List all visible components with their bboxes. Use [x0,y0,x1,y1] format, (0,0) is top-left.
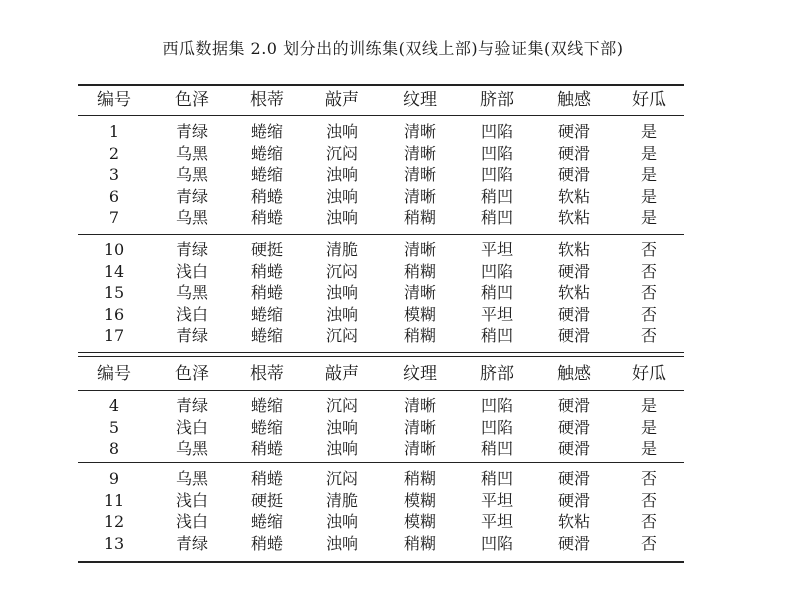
table-cell: 8 [108,439,120,458]
table-cell: 硬滑 [557,261,590,281]
table-row [78,164,684,185]
table-cell: 稍凹 [480,208,513,227]
table-row [78,186,684,207]
table-cell: 13 [103,533,125,553]
table-cell: 稍凹 [480,283,513,302]
table-cell: 浅白 [175,512,208,531]
table-cell: 是 [640,417,657,437]
table-cell: 沉闷 [325,469,358,488]
table-cell: 稍蜷 [250,186,283,206]
table-cell: 稍蜷 [250,261,283,281]
header-cell: 纹理 [403,364,437,384]
table-cell: 是 [640,439,657,458]
table-cell: 硬滑 [557,533,590,553]
header-cell: 根蒂 [250,364,284,384]
table-cell: 平坦 [480,512,513,531]
train-header-row [78,90,684,111]
table-cell: 是 [640,396,657,415]
double-rule-top [78,352,684,353]
table-cell: 清晰 [403,396,436,415]
table-cell: 稍蜷 [250,469,283,488]
table-cell: 浊响 [325,439,358,458]
table-cell: 17 [103,326,125,345]
table-cell: 12 [103,512,125,531]
table-cell: 硬挺 [250,240,283,259]
table-cell: 软粘 [557,512,590,531]
table-cell: 清晰 [403,240,436,259]
table-row [78,121,684,142]
table-cell: 是 [640,143,657,163]
table-cell: 软粘 [557,283,590,302]
table-cell: 乌黑 [175,165,208,184]
table-cell: 浊响 [325,417,358,437]
table-cell: 平坦 [480,240,513,259]
table-cell: 浅白 [175,490,208,510]
table-cell: 否 [640,326,657,345]
table-cell: 11 [103,490,125,510]
table-cell: 凹陷 [480,122,513,141]
table-cell: 浅白 [175,304,208,324]
header-cell: 脐部 [480,364,514,384]
table-row [78,438,684,459]
table-row [78,143,684,164]
double-rule-bottom [78,356,684,357]
table-cell: 模糊 [403,512,436,531]
table-cell: 沉闷 [325,396,358,415]
table-row [78,239,684,260]
table-cell: 15 [103,283,125,302]
table-cell: 稍凹 [480,186,513,206]
table-cell: 硬滑 [557,143,590,163]
table-cell: 沉闷 [325,261,358,281]
table-cell: 清脆 [325,490,358,510]
table-cell: 清晰 [403,439,436,458]
table-cell: 清晰 [403,165,436,184]
header-cell: 色泽 [175,364,209,384]
table-cell: 乌黑 [175,283,208,302]
header-cell: 编号 [97,90,131,110]
table-cell: 硬滑 [557,304,590,324]
table-cell: 凹陷 [480,396,513,415]
table-cell: 1 [108,122,120,141]
table-cell: 硬滑 [557,396,590,415]
table-cell: 蜷缩 [250,326,283,345]
table-cell: 7 [108,208,120,227]
header-cell: 编号 [97,364,131,384]
table-cell: 硬滑 [557,490,590,510]
table-cell: 凹陷 [480,165,513,184]
table-cell: 蜷缩 [250,417,283,437]
table-cell: 14 [103,261,125,281]
table-cell: 清晰 [403,143,436,163]
table-cell: 清晰 [403,417,436,437]
table-cell: 平坦 [480,490,513,510]
table-cell: 乌黑 [175,208,208,227]
table-cell: 稍糊 [403,326,436,345]
table-cell: 硬滑 [557,326,590,345]
table-cell: 软粘 [557,208,590,227]
table-cell: 3 [108,165,120,184]
table-cell: 10 [103,240,125,259]
table-row [78,468,684,489]
table-cell: 稍蜷 [250,533,283,553]
table-cell: 青绿 [175,122,208,141]
table-cell: 否 [640,261,657,281]
table-cell: 蜷缩 [250,122,283,141]
table-cell: 蜷缩 [250,396,283,415]
table-cell: 浊响 [325,533,358,553]
table-cell: 是 [640,122,657,141]
table-cell: 稍糊 [403,261,436,281]
val-header-rule [78,390,684,391]
table-cell: 硬挺 [250,490,283,510]
table-cell: 清脆 [325,240,358,259]
table-cell: 凹陷 [480,143,513,163]
table-caption: 西瓜数据集 2.0 划分出的训练集(双线上部)与验证集(双线下部) [162,39,624,58]
header-cell: 根蒂 [250,90,284,110]
table-row [78,304,684,325]
header-rule [78,115,684,116]
table-cell: 模糊 [403,490,436,510]
table-cell: 2 [108,143,120,163]
header-cell: 触感 [557,90,591,110]
table-cell: 清晰 [403,122,436,141]
table-cell: 浊响 [325,165,358,184]
top-rule [78,84,684,86]
table-cell: 硬滑 [557,439,590,458]
table-cell: 凹陷 [480,533,513,553]
table-cell: 6 [108,186,120,206]
table-cell: 4 [108,396,120,415]
table-cell: 软粘 [557,186,590,206]
table-cell: 蜷缩 [250,304,283,324]
header-cell: 敲声 [325,90,359,110]
table-cell: 浊响 [325,304,358,324]
table-cell: 青绿 [175,240,208,259]
table-row [78,533,684,554]
table-cell: 否 [640,490,657,510]
table-cell: 青绿 [175,326,208,345]
table-cell: 稍蜷 [250,283,283,302]
table-cell: 乌黑 [175,143,208,163]
table-cell: 否 [640,283,657,302]
table-cell: 凹陷 [480,261,513,281]
table-cell: 否 [640,469,657,488]
header-cell: 色泽 [175,90,209,110]
table-cell: 浊响 [325,208,358,227]
table-cell: 否 [640,512,657,531]
table-cell: 青绿 [175,396,208,415]
bottom-rule [78,561,684,563]
table-cell: 稍糊 [403,533,436,553]
table-cell: 硬滑 [557,469,590,488]
header-cell: 纹理 [403,90,437,110]
table-cell: 浊响 [325,186,358,206]
table-row [78,490,684,511]
table-cell: 5 [108,417,120,437]
table-cell: 浊响 [325,283,358,302]
table-cell: 否 [640,533,657,553]
header-cell: 触感 [557,364,591,384]
table-cell: 硬滑 [557,165,590,184]
table-row [78,395,684,416]
table-cell: 蜷缩 [250,143,283,163]
table-row [78,325,684,346]
header-cell: 脐部 [480,90,514,110]
table-cell: 稍糊 [403,469,436,488]
table-cell: 否 [640,304,657,324]
table-row [78,511,684,532]
table-cell: 乌黑 [175,439,208,458]
table-cell: 稍凹 [480,439,513,458]
table-cell: 稍凹 [480,326,513,345]
table-cell: 清晰 [403,283,436,302]
table-cell: 清晰 [403,186,436,206]
table-cell: 蜷缩 [250,512,283,531]
table-cell: 凹陷 [480,417,513,437]
table-cell: 模糊 [403,304,436,324]
header-cell: 敲声 [325,364,359,384]
table-cell: 平坦 [480,304,513,324]
table-cell: 稍蜷 [250,208,283,227]
table-cell: 否 [640,240,657,259]
header-cell: 好瓜 [632,364,666,384]
table-cell: 乌黑 [175,469,208,488]
table-row [78,282,684,303]
table-cell: 沉闷 [325,143,358,163]
table-cell: 蜷缩 [250,165,283,184]
table-cell: 浅白 [175,417,208,437]
table-cell: 硬滑 [557,122,590,141]
group-rule [78,234,684,235]
table-cell: 是 [640,208,657,227]
table-cell: 青绿 [175,533,208,553]
table-cell: 稍凹 [480,469,513,488]
header-cell: 好瓜 [632,90,666,110]
table-cell: 稍蜷 [250,439,283,458]
table-cell: 9 [108,469,120,488]
table-cell: 青绿 [175,186,208,206]
table-row [78,261,684,282]
table-cell: 软粘 [557,240,590,259]
table-cell: 是 [640,165,657,184]
table-cell: 浊响 [325,122,358,141]
table-cell: 浅白 [175,261,208,281]
table-cell: 16 [103,304,125,324]
table-cell: 硬滑 [557,417,590,437]
val-header-row [78,364,684,385]
table-cell: 稍糊 [403,208,436,227]
table-row [78,207,684,228]
table-cell: 浊响 [325,512,358,531]
val-group-rule [78,462,684,463]
table-row [78,417,684,438]
table-cell: 沉闷 [325,326,358,345]
table-cell: 是 [640,186,657,206]
